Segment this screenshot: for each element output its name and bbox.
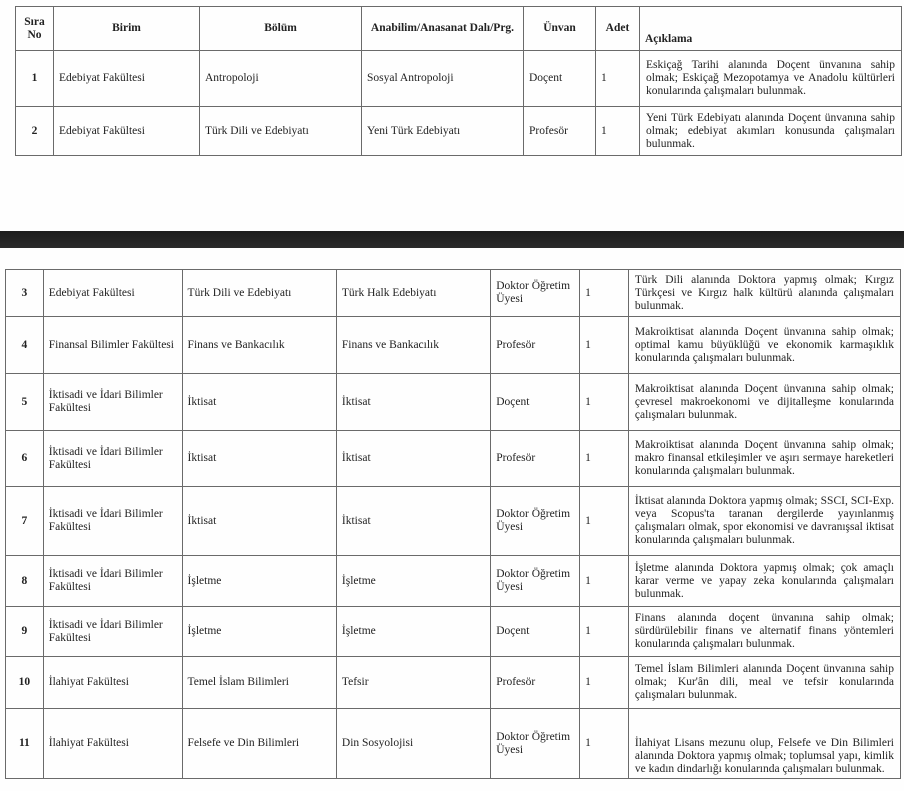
cell-division: İktisat xyxy=(336,487,490,556)
header-count: Adet xyxy=(596,7,640,51)
cell-count: 1 xyxy=(596,51,640,107)
cell-department: Finans ve Bankacılık xyxy=(182,317,336,374)
table-row xyxy=(6,487,901,556)
cell-title: Doçent xyxy=(491,374,580,431)
cell-division: İşletme xyxy=(336,607,490,657)
table-row xyxy=(6,556,901,607)
cell-count: 1 xyxy=(580,556,629,607)
cell-count: 1 xyxy=(580,374,629,431)
cell-description: Finans alanında doçent ünvanına sahip olmak; sürdürülebilir finans ve alternatif finans yöntemleri konularında çalışmaları bulunmak. xyxy=(628,607,900,657)
table-header-row xyxy=(16,7,902,51)
cell-division: İktisat xyxy=(336,374,490,431)
cell-division: İşletme xyxy=(336,556,490,607)
cell-description: Eskiçağ Tarihi alanında Doçent ünvanına sahip olmak; Eskiçağ Mezopotamya ve Anadolu kültürleri konularında çalışmaları bulunmak. xyxy=(640,51,902,107)
cell-description: Yeni Türk Edebiyatı alanında Doçent ünvanına sahip olmak; edebiyat akımları konusunda çalışmaları bulunmak. xyxy=(640,107,902,156)
cell-unit: İktisadi ve İdari Bilimler Fakültesi xyxy=(43,556,182,607)
cell-unit: Finansal Bilimler Fakültesi xyxy=(43,317,182,374)
page-divider-bar xyxy=(0,231,904,248)
cell-unit: Edebiyat Fakültesi xyxy=(54,51,200,107)
cell-department: Felsefe ve Din Bilimleri xyxy=(182,709,336,779)
cell-no: 11 xyxy=(6,709,44,779)
header-no: Sıra No xyxy=(16,7,54,51)
table-row xyxy=(6,431,901,487)
cell-title: Doktor Öğretim Üyesi xyxy=(491,709,580,779)
table-row xyxy=(16,107,902,156)
cell-description: Makroiktisat alanında Doçent ünvanına sahip olmak; optimal kamu büyüklüğü ve ekonomik karmaşıklık konularında çalışmaları bulunmak. xyxy=(628,317,900,374)
cell-description: Temel İslam Bilimleri alanında Doçent ünvanına sahip olmak; Kur'ân dili, meal ve tefsir konularında çalışmaları bulunmak. xyxy=(628,657,900,709)
cell-division: Din Sosyolojisi xyxy=(336,709,490,779)
cell-description: İlahiyat Lisans mezunu olup, Felsefe ve Din Bilimleri alanında Doktora yapmış olmak; toplumsal yapı, kimlik ve kadın dindarlığı konularında çalışmaları bulunmak. xyxy=(628,709,900,779)
cell-unit: İktisadi ve İdari Bilimler Fakültesi xyxy=(43,607,182,657)
cell-department: İşletme xyxy=(182,556,336,607)
table-row xyxy=(6,317,901,374)
cell-department: Temel İslam Bilimleri xyxy=(182,657,336,709)
cell-unit: Edebiyat Fakültesi xyxy=(54,107,200,156)
cell-no: 6 xyxy=(6,431,44,487)
cell-department: İktisat xyxy=(182,431,336,487)
cell-department: İşletme xyxy=(182,607,336,657)
cell-title: Profesör xyxy=(491,657,580,709)
cell-division: Sosyal Antropoloji xyxy=(362,51,524,107)
cell-department: Antropoloji xyxy=(200,51,362,107)
cell-count: 1 xyxy=(580,487,629,556)
cell-department: Türk Dili ve Edebiyatı xyxy=(182,270,336,317)
cell-no: 9 xyxy=(6,607,44,657)
cell-unit: İktisadi ve İdari Bilimler Fakültesi xyxy=(43,374,182,431)
cell-division: Yeni Türk Edebiyatı xyxy=(362,107,524,156)
header-department: Bölüm xyxy=(200,7,362,51)
cell-title: Doktor Öğretim Üyesi xyxy=(491,270,580,317)
cell-description: Türk Dili alanında Doktora yapmış olmak; Kırgız Türkçesi ve Kırgız halk kültürü alanında çalışmaları bulunmak. xyxy=(628,270,900,317)
cell-unit: Edebiyat Fakültesi xyxy=(43,270,182,317)
cell-title: Profesör xyxy=(491,431,580,487)
cell-count: 1 xyxy=(596,107,640,156)
cell-title: Doçent xyxy=(491,607,580,657)
cell-count: 1 xyxy=(580,270,629,317)
cell-no: 2 xyxy=(16,107,54,156)
table-row xyxy=(16,51,902,107)
cell-title: Doçent xyxy=(524,51,596,107)
cell-no: 4 xyxy=(6,317,44,374)
table-row xyxy=(6,709,901,779)
cell-description: İktisat alanında Doktora yapmış olmak; SSCI, SCI-Exp. veya Scopus'ta taranan dergilerde yayınlanmış çalışmaları olmak, spor ekonomisi ve davranışsal iktisat konularında çalışmaları bulunmak. xyxy=(628,487,900,556)
table-row xyxy=(6,657,901,709)
cell-division: Türk Halk Edebiyatı xyxy=(336,270,490,317)
cell-count: 1 xyxy=(580,431,629,487)
cell-no: 7 xyxy=(6,487,44,556)
cell-division: Finans ve Bankacılık xyxy=(336,317,490,374)
cell-title: Doktor Öğretim Üyesi xyxy=(491,487,580,556)
cell-title: Profesör xyxy=(524,107,596,156)
cell-department: İktisat xyxy=(182,487,336,556)
cell-count: 1 xyxy=(580,317,629,374)
cell-count: 1 xyxy=(580,607,629,657)
cell-description: Makroiktisat alanında Doçent ünvanına sahip olmak; çevresel makroekonomi ve dijitalleşme konularında çalışmaları bulunmak. xyxy=(628,374,900,431)
cell-no: 1 xyxy=(16,51,54,107)
cell-title: Profesör xyxy=(491,317,580,374)
cell-division: Tefsir xyxy=(336,657,490,709)
header-title: Ünvan xyxy=(524,7,596,51)
cell-unit: İlahiyat Fakültesi xyxy=(43,709,182,779)
cell-description: Makroiktisat alanında Doçent ünvanına sahip olmak; makro finansal etkileşimler ve aşırı sermaye hareketleri konularında çalışmaları bulunmak. xyxy=(628,431,900,487)
cell-title: Doktor Öğretim Üyesi xyxy=(491,556,580,607)
cell-count: 1 xyxy=(580,709,629,779)
cell-no: 5 xyxy=(6,374,44,431)
cell-division: İktisat xyxy=(336,431,490,487)
positions-table-bottom xyxy=(5,269,901,779)
cell-no: 8 xyxy=(6,556,44,607)
table-row xyxy=(6,270,901,317)
header-description: Açıklama xyxy=(640,7,902,51)
positions-table-top xyxy=(15,6,902,156)
table-row xyxy=(6,374,901,431)
table-row xyxy=(6,607,901,657)
cell-description: İşletme alanında Doktora yapmış olmak; çok amaçlı karar verme ve yapay zeka konularında çalışmaları bulunmak. xyxy=(628,556,900,607)
cell-department: Türk Dili ve Edebiyatı xyxy=(200,107,362,156)
cell-unit: İktisadi ve İdari Bilimler Fakültesi xyxy=(43,487,182,556)
header-division: Anabilim/Anasanat Dalı/Prg. xyxy=(362,7,524,51)
cell-unit: İlahiyat Fakültesi xyxy=(43,657,182,709)
cell-no: 10 xyxy=(6,657,44,709)
cell-count: 1 xyxy=(580,657,629,709)
header-unit: Birim xyxy=(54,7,200,51)
cell-unit: İktisadi ve İdari Bilimler Fakültesi xyxy=(43,431,182,487)
cell-no: 3 xyxy=(6,270,44,317)
cell-department: İktisat xyxy=(182,374,336,431)
